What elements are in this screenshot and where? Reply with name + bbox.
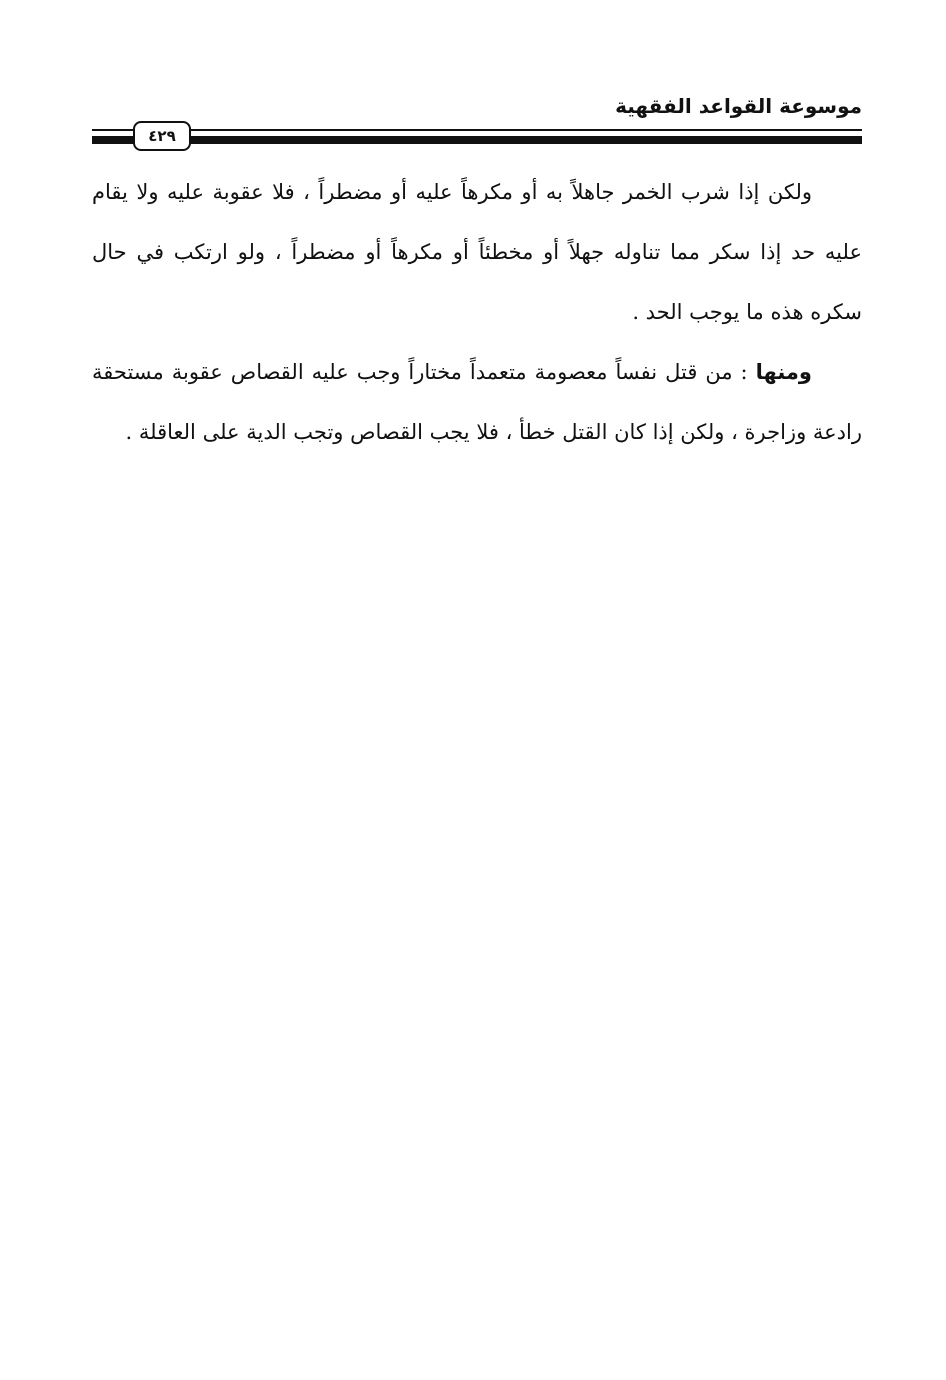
body-text	[92, 162, 862, 462]
header-rule-thin	[92, 129, 862, 131]
paragraph-1: ولكن إذا شرب الخمر جاهلاً به أو مكرهاً عليه أو مضطراً ، فلا عقوبة عليه ولا يقام عليه حد إذا سكر مما تناوله جهلاً أو مخطئاً أو مكرهاً أو مضطراً ، ولو ارتكب في حال سكره هذه ما يوجب الحد .	[92, 180, 862, 324]
header-rule-thick	[92, 136, 862, 144]
page-number: ٤٢٩	[133, 121, 191, 151]
paragraph-2-body: : من قتل نفساً معصومة متعمداً مختاراً وجب عليه القصاص عقوبة مستحقة رادعة وزاجرة ، ولكن إذا كان القتل خطأ ، فلا يجب القصاص وتجب الدية على العاقلة .	[92, 360, 862, 444]
paragraph-2-lead: ومنها	[755, 360, 812, 384]
running-title: موسوعة القواعد الفقهية	[615, 94, 862, 118]
paragraph-2	[92, 342, 862, 462]
